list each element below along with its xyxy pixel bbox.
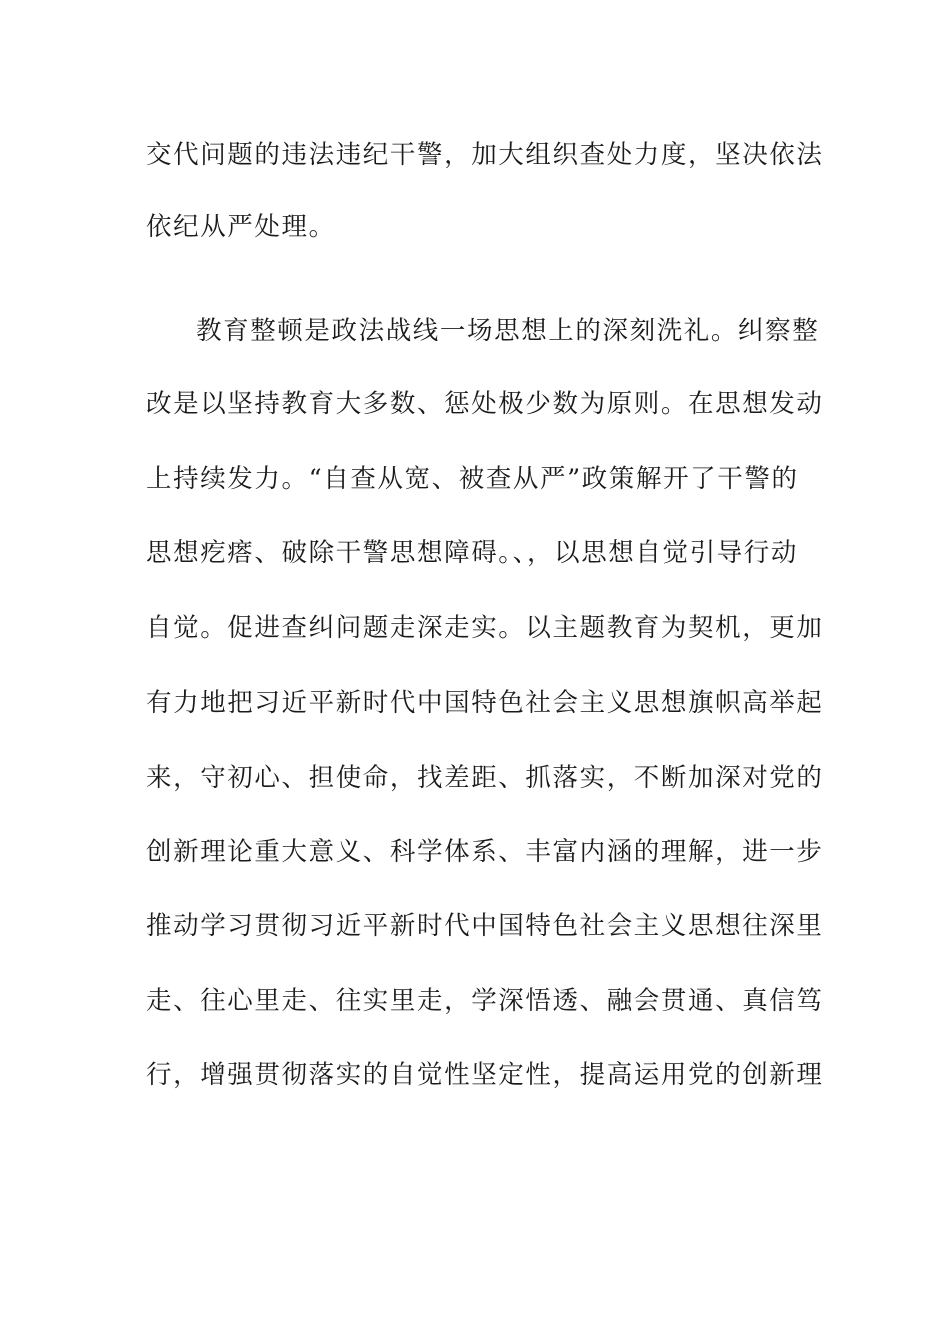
text-line: 自觉。促进查纠问题走深走实。以主题教育为契机，更加 (146, 613, 824, 643)
text-line: 推动学习贯彻习近平新时代中国特色社会主义思想往深里 (146, 911, 824, 941)
text-line: 创新理论重大意义、科学体系、丰富内涵的理解，进一步 (146, 837, 824, 867)
text-line: 走、往心里走、往实里走，学深悟透、融会贯通、真信笃 (146, 986, 824, 1016)
text-line: 依纪从严处理。 (146, 212, 336, 242)
text-line: 来，守初心、担使命，找差距、抓落实，不断加深对党的 (146, 763, 824, 793)
text-line: 上持续发力。“自查从宽、被查从严”政策解开了干警的 (146, 464, 799, 494)
text-line: 行，增强贯彻落实的自觉性坚定性，提高运用党的创新理 (146, 1060, 824, 1090)
text-line: 交代问题的违法违纪干警，加大组织查处力度，坚决依法 (146, 140, 824, 170)
text-line: 有力地把习近平新时代中国特色社会主义思想旗帜高举起 (146, 688, 824, 718)
text-line: 改是以坚持教育大多数、惩处极少数为原则。在思想发动 (146, 389, 824, 419)
text-line: 教育整顿是政法战线一场思想上的深刻洗礼。纠察整 (196, 316, 820, 346)
text-line: 思想疙瘩、破除干警思想障碍。、，以思想自觉引导行动 (146, 538, 799, 568)
